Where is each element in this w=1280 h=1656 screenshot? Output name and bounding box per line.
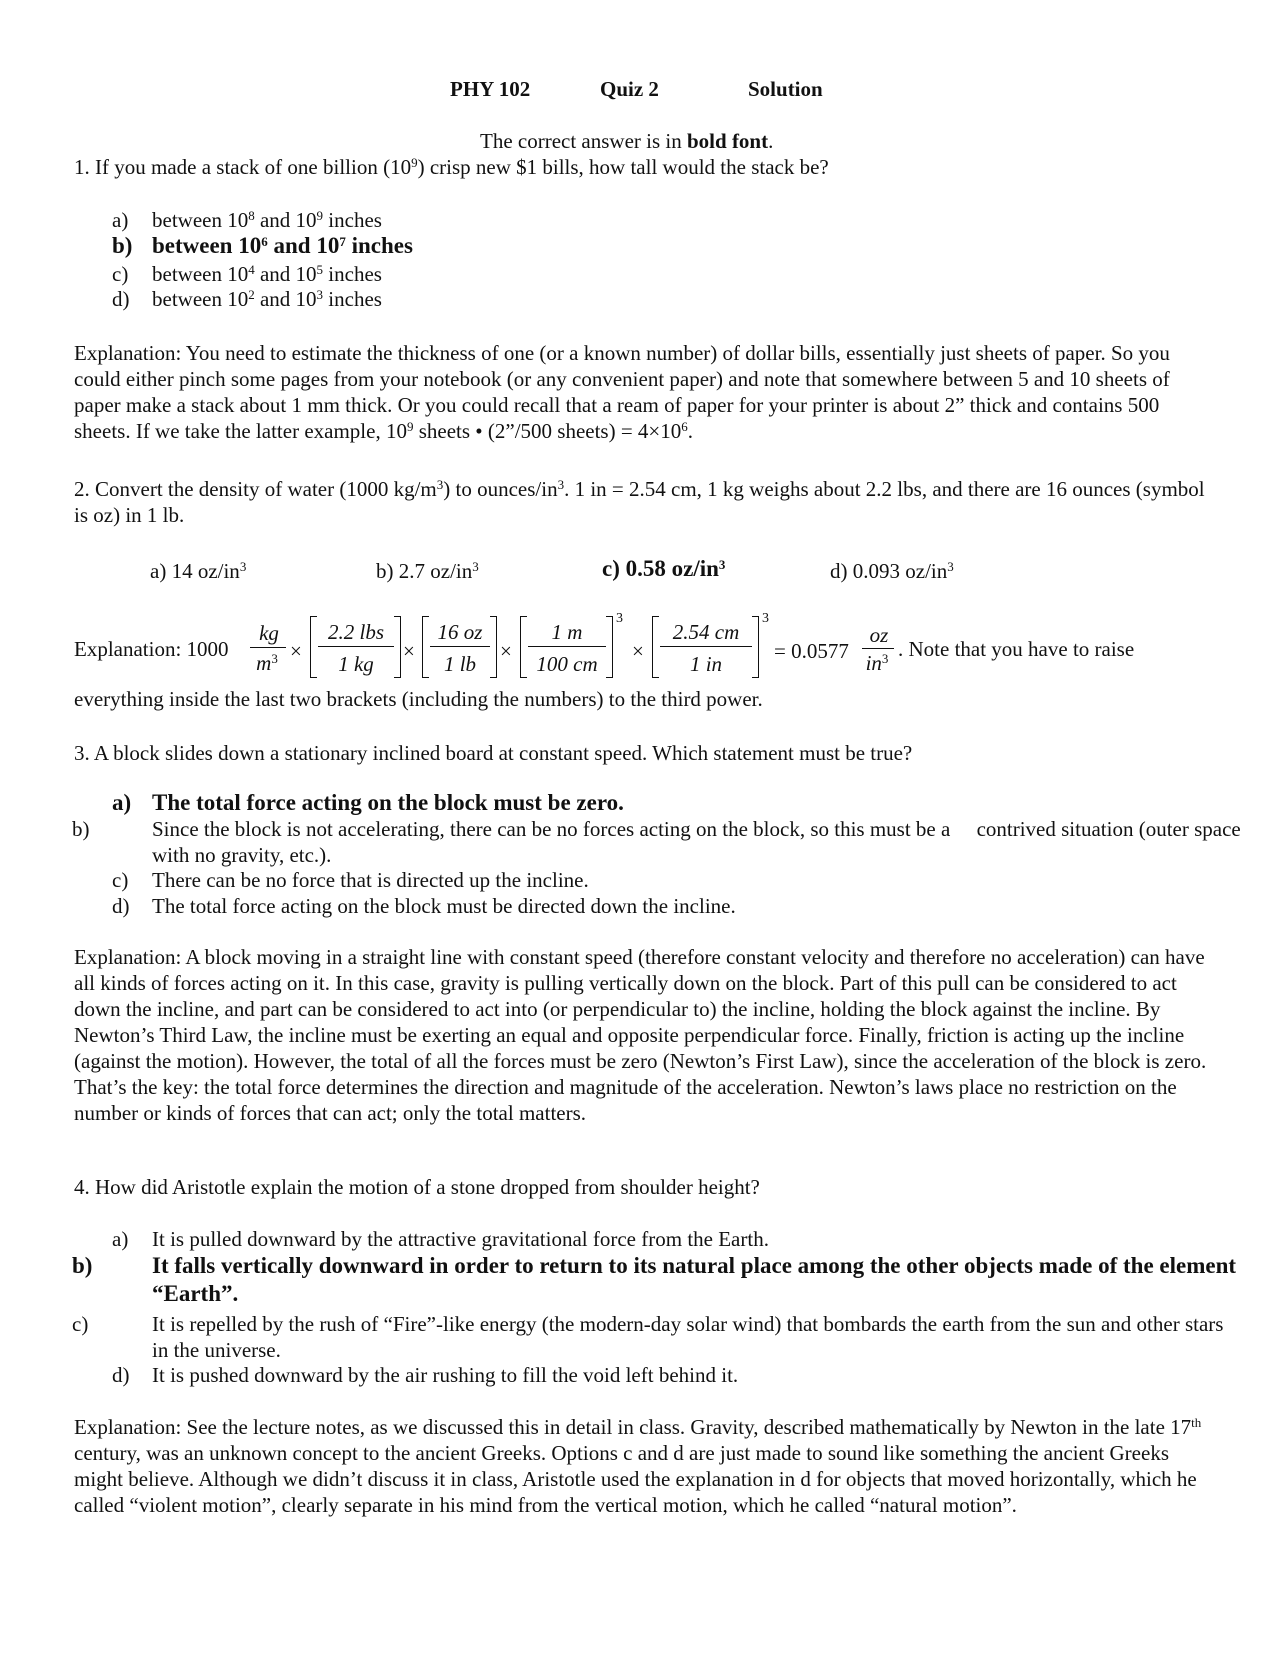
option-exp: 3 — [239, 559, 247, 574]
q4-option-c — [72, 1311, 1242, 1363]
option-text: and 10 — [254, 208, 317, 232]
frac-254cm: 2.54 cm — [672, 620, 740, 644]
q2-text: ) to ounces/in — [443, 477, 558, 501]
q1-option-c — [112, 261, 1202, 287]
frac-exp: 3 — [881, 651, 889, 666]
q3-option-d — [112, 893, 1202, 919]
q1-text: 1. If you made a stack of one billion (10 — [74, 155, 412, 179]
q4-option-a — [112, 1226, 1202, 1252]
times-sign: × — [290, 639, 302, 663]
course-code: PHY 102 — [450, 77, 531, 101]
explanation-exp: 6 — [681, 419, 688, 434]
option-letter: a) — [112, 790, 132, 815]
option-letter: b) — [72, 817, 90, 841]
q2-option-a — [150, 558, 246, 584]
bracket-right — [606, 616, 613, 678]
frac-lbs: 2.2 lbs — [327, 620, 384, 644]
option-text: a) 14 oz/in — [150, 559, 240, 583]
option-letter: a) — [112, 208, 129, 232]
option-exp: 6 — [261, 234, 268, 249]
answer-note-end: . — [768, 129, 774, 153]
frac-line — [862, 648, 894, 649]
explanation-text: Explanation: You need to estimate the thickness of one (or a known number) of dollar bills, essentially just sheets of paper. So you could either pinch some pages from your notebook (or any convenient paper) and note that somewhere between 5 and 10 sheets of paper make a stack about 1 mm thick. Or you could recall that a ream of paper for your printer is about 2” thick and contains 500 sheets. If we take the latter example, 10 — [74, 341, 1170, 443]
option-text: d) 0.093 oz/in — [830, 559, 948, 583]
q2-option-d — [830, 558, 954, 584]
bracket-right — [394, 616, 401, 678]
option-text: between 10 — [152, 208, 249, 232]
option-letter: c) — [112, 868, 129, 892]
q1-option-d — [112, 286, 1202, 312]
frac-line — [318, 646, 394, 647]
option-exp: 3 — [316, 287, 324, 302]
frac-line — [660, 646, 752, 647]
frac-line — [250, 647, 286, 648]
explanation-text: Explanation: See the lecture notes, as we discussed this in detail in class. Gravity, described mathematically by Newton in the late 17 — [74, 1415, 1192, 1439]
times-sign: × — [632, 639, 644, 663]
explanation-text: sheets • (2”/500 sheets) = 4×10 — [413, 419, 682, 443]
formula-result: = 0.0577 — [774, 639, 849, 663]
q3-option-a-correct — [112, 790, 1202, 816]
frac-1m: 1 m — [551, 620, 583, 644]
option-letter: a) — [112, 1227, 129, 1251]
frac-line — [430, 646, 490, 647]
frac-16oz: 16 oz — [437, 620, 483, 644]
option-exp: 3 — [718, 557, 726, 572]
frac-kg: kg — [259, 621, 279, 645]
answer-note-text: The correct answer is in — [480, 129, 687, 153]
option-exp: 8 — [248, 208, 255, 223]
option-text: The total force acting on the block must be directed down the incline. — [152, 894, 736, 918]
frac-1in: 1 in — [689, 652, 723, 676]
times-sign: × — [403, 639, 415, 663]
q1-explanation — [74, 340, 1209, 444]
bracket-right — [490, 616, 497, 678]
q2-text: . 1 in = 2.54 cm, 1 kg weighs about 2.2 lbs, and there are 16 ounces (symbol is oz) in 1 lb. — [74, 477, 1205, 527]
option-exp: 4 — [248, 262, 255, 277]
answer-note — [480, 128, 773, 154]
option-letter: d) — [112, 287, 130, 311]
option-text: inches — [323, 287, 382, 311]
option-letter: b) — [72, 1253, 93, 1278]
q3-option-b — [72, 816, 1246, 868]
option-letter: c) — [112, 262, 129, 286]
bracket-right — [752, 616, 759, 678]
option-text: and 10 — [254, 287, 317, 311]
q2-option-b — [376, 558, 479, 584]
q4-option-d — [112, 1362, 1202, 1388]
option-text: c) 0.58 oz/in — [602, 556, 719, 581]
cube-exponent: 3 — [616, 611, 623, 626]
frac-in3 — [860, 650, 894, 676]
quiz-number: Quiz 2 — [600, 77, 659, 101]
option-letter: d) — [112, 1363, 130, 1387]
option-letter: b) — [112, 233, 133, 258]
frac-line — [528, 646, 606, 647]
question-4: 4. How did Aristotle explain the motion of a stone dropped from shoulder height? — [74, 1175, 760, 1199]
q1-text-end: ) crisp new $1 bills, how tall would the stack be? — [417, 155, 829, 179]
option-exp: 7 — [339, 234, 346, 249]
formula-tail: . Note that you have to raise — [898, 637, 1135, 661]
q4-option-b-correct — [72, 1252, 1242, 1308]
option-exp: 3 — [472, 559, 479, 574]
option-text: There can be no force that is directed up the incline. — [152, 868, 589, 892]
q2-exp: 3 — [557, 477, 565, 492]
option-text: inches — [323, 208, 382, 232]
option-text: between 10 — [152, 262, 249, 286]
times-sign: × — [500, 639, 512, 663]
option-text: between 10 — [152, 287, 249, 311]
q2-option-c-correct — [602, 556, 725, 582]
q2-text: 2. Convert the density of water (1000 kg/m — [74, 477, 437, 501]
formula-lead: Explanation: 1000 — [74, 637, 229, 661]
q2-explanation-cont: everything inside the last two brackets (including the numbers) to the third power. — [74, 687, 763, 711]
cube-exponent: 3 — [762, 611, 769, 626]
q2-exp: 3 — [436, 477, 444, 492]
option-text: It is pushed downward by the air rushing to fill the void left behind it. — [152, 1363, 739, 1387]
frac-100cm: 100 cm — [536, 652, 598, 676]
frac-1lb: 1 lb — [443, 652, 477, 676]
frac-exp: 3 — [271, 651, 278, 666]
explanation-exp: 9 — [406, 419, 414, 434]
option-text: inches — [345, 233, 413, 258]
option-letter: d) — [112, 894, 130, 918]
option-text: inches — [323, 262, 382, 286]
option-text: It is pulled downward by the attractive gravitational force from the Earth. — [152, 1227, 769, 1251]
option-text: b) 2.7 oz/in — [376, 559, 473, 583]
option-exp: 5 — [316, 262, 324, 277]
option-text: and 10 — [254, 262, 317, 286]
frac-m: m — [256, 651, 272, 675]
doc-type: Solution — [748, 77, 823, 101]
option-text: The total force acting on the block must be zero. — [152, 790, 624, 815]
explanation-text: century, was an unknown concept to the ancient Greeks. Options c and d are just made to sound like something the ancient Greeks might believe. Although we didn’t discuss it in class, Aristotle used the explanation in d for objects that moved horizontally, which he called “violent motion”, clearly separate in his mind from the vertical motion, which he called “natural motion”. — [74, 1441, 1197, 1517]
question-3: 3. A block slides down a stationary inclined board at constant speed. Which statement must be true? — [74, 741, 913, 765]
option-exp: 9 — [316, 208, 324, 223]
option-text: Since the block is not accelerating, there can be no forces acting on the block, so this must be a contrived situation (outer space with no gravity, etc.). — [152, 817, 1246, 867]
option-exp: 3 — [947, 559, 954, 574]
option-text: It is repelled by the rush of “Fire”-like energy (the modern-day solar wind) that bombards the earth from the sun and other stars in the universe. — [152, 1312, 1224, 1362]
frac-in: in — [865, 651, 882, 675]
option-exp: 2 — [248, 287, 255, 302]
answer-note-bold: bold font — [687, 129, 769, 153]
q1-option-a — [112, 207, 1202, 233]
frac-m3 — [250, 650, 284, 676]
explanation-sup: th — [1191, 1415, 1202, 1430]
q1-option-b-correct — [112, 233, 1202, 259]
q4-explanation — [74, 1414, 1209, 1518]
q3-explanation: Explanation: A block moving in a straight line with constant speed (therefore constant velocity and therefore no acceleration) can have all kinds of forces acting on it. In this case, gravity is pulling vertically down on the block. Part of this pull can be considered to act down the incline, and part can be considered to act into (or perpendicular to) the incline, holding the block against the incline. By Newton’s Third Law, the incline must be exerting an equal and opposite perpendicular force. Finally, friction is acting up the incline (against the motion). However, the total of all the forces must be zero (Newton’s First Law), since the acceleration of the block is zero. That’s the key: the total force determines the direction and magnitude of the acceleration. Newton’s laws place no restriction on the number or kinds of forces that can act; only the total matters. — [74, 945, 1207, 1125]
question-1 — [74, 154, 1214, 180]
q3-option-c — [112, 867, 1202, 893]
frac-oz: oz — [869, 623, 889, 647]
question-2 — [74, 476, 1209, 528]
option-text: between 10 — [152, 233, 262, 258]
frac-1kg: 1 kg — [338, 652, 374, 676]
option-text: and 10 — [267, 233, 340, 258]
explanation-text: . — [687, 419, 694, 443]
q1-exp: 9 — [411, 155, 418, 170]
option-letter: c) — [72, 1312, 89, 1336]
option-text: It falls vertically downward in order to return to its natural place among the other objects made of the element “Earth”. — [152, 1253, 1237, 1306]
